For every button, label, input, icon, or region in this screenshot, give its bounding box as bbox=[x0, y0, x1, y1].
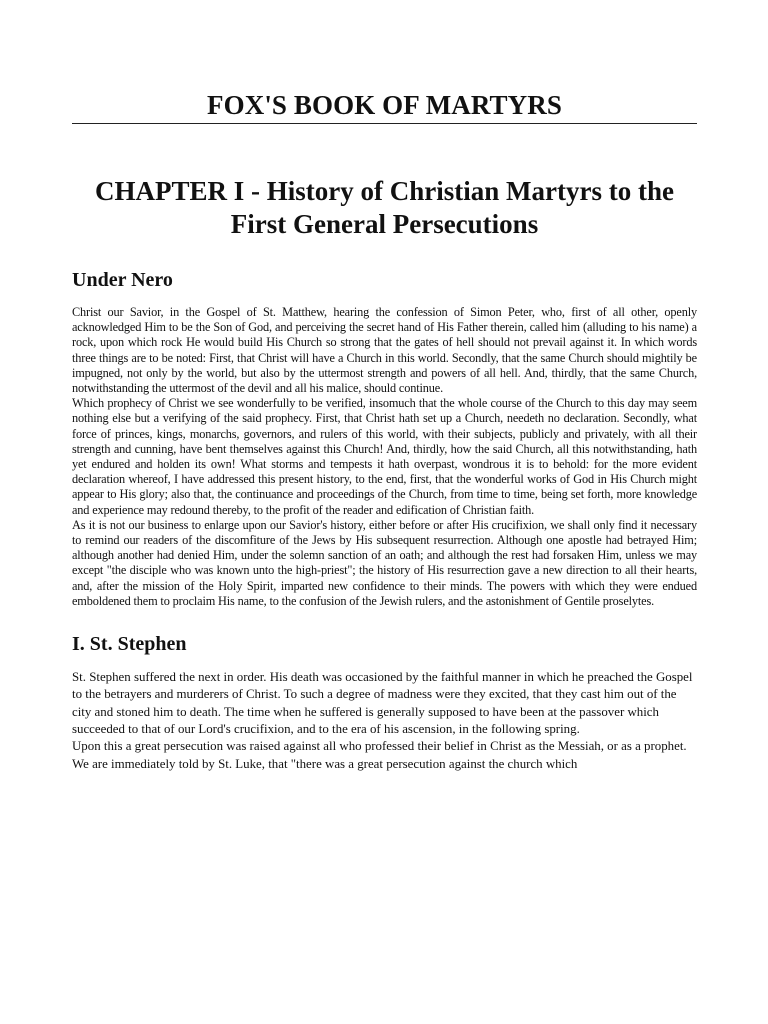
paragraph: Upon this a great persecution was raised against all who professed their belief in Christ as the Messiah, or as a prophet. We are immediately told by St. Luke, that "there was a great persecution against the church which bbox=[72, 739, 687, 771]
book-title: FOX'S BOOK OF MARTYRS bbox=[207, 90, 562, 120]
paragraph: Christ our Savior, in the Gospel of St. Matthew, hearing the confession of Simon Peter, who, first of all other, openly acknowledged Him to be the Son of God, and perceiving the secret hand of His Father therein, called him (alluding to his name) a rock, upon which rock He would build His Church so strong that the gates of hell should not prevail against it. In which words three things are to be noted: First, that Christ will have a Church in this world. Secondly, that the same Church should mightily be impugned, not only by the world, but also by the uttermost strength and powers of all hell. And, thirdly, that the same Church, notwithstanding the uttermost of the devil and all his malice, should continue. bbox=[72, 305, 697, 396]
paragraph: As it is not our business to enlarge upon our Savior's history, either before or after His crucifixion, we shall only find it necessary to remind our readers of the discomfiture of the Jews by His subsequent resurrection. Although one apostle had betrayed Him; although another had denied Him, under the solemn sanction of an oath; and although the rest had forsaken Him, unless we may except "the disciple who was known unto the high-priest"; the history of His resurrection gave a new direction to all their hearts, and, after the mission of the Holy Spirit, imparted new confidence to their minds. The powers with which they were endued emboldened them to proclaim His name, to the confusion of the Jewish rulers, and the astonishment of Gentile proselytes. bbox=[72, 517, 697, 608]
title-divider bbox=[72, 123, 697, 124]
document-page bbox=[72, 0, 697, 773]
section-heading-under-nero: Under Nero bbox=[72, 269, 173, 291]
chapter-title: CHAPTER I - History of Christian Martyrs to the First General Persecutions bbox=[95, 176, 674, 239]
section-heading-st-stephen: I. St. Stephen bbox=[72, 633, 187, 656]
paragraph: Which prophecy of Christ we see wonderfully to be verified, insomuch that the whole course of the Church to this day may seem nothing else but a verifying of the said prophecy. First, that Christ hath set up a Church, needeth no declaration. Secondly, what force of princes, kings, monarchs, governors, and rulers of this world, with their subjects, publicly and privately, with all their strength and cunning, have bent themselves against this Church! And, thirdly, how the said Church, all this notwithstanding, hath yet endured and holden its own! What storms and tempests it hath overpast, wondrous it is to behold: for the more evident declaration whereof, I have addressed this present history, to the end, first, that the wonderful works of God in His Church might appear to His glory; also that, the continuance and proceedings of the Church, from time to time, being set forth, more knowledge and experience may redound thereby, to the profit of the reader and edification of Christian faith. bbox=[72, 396, 697, 517]
paragraph: St. Stephen suffered the next in order. His death was occasioned by the faithful manner in which he preached the Gospel to the betrayers and murderers of Christ. To such a degree of madness were they excited, that they cast him out of the city and stoned him to death. The time when he suffered is generally supposed to have been at the passover which succeeded to that of our Lord's crucifixion, and to the era of his ascension, in the following spring. bbox=[72, 670, 693, 736]
